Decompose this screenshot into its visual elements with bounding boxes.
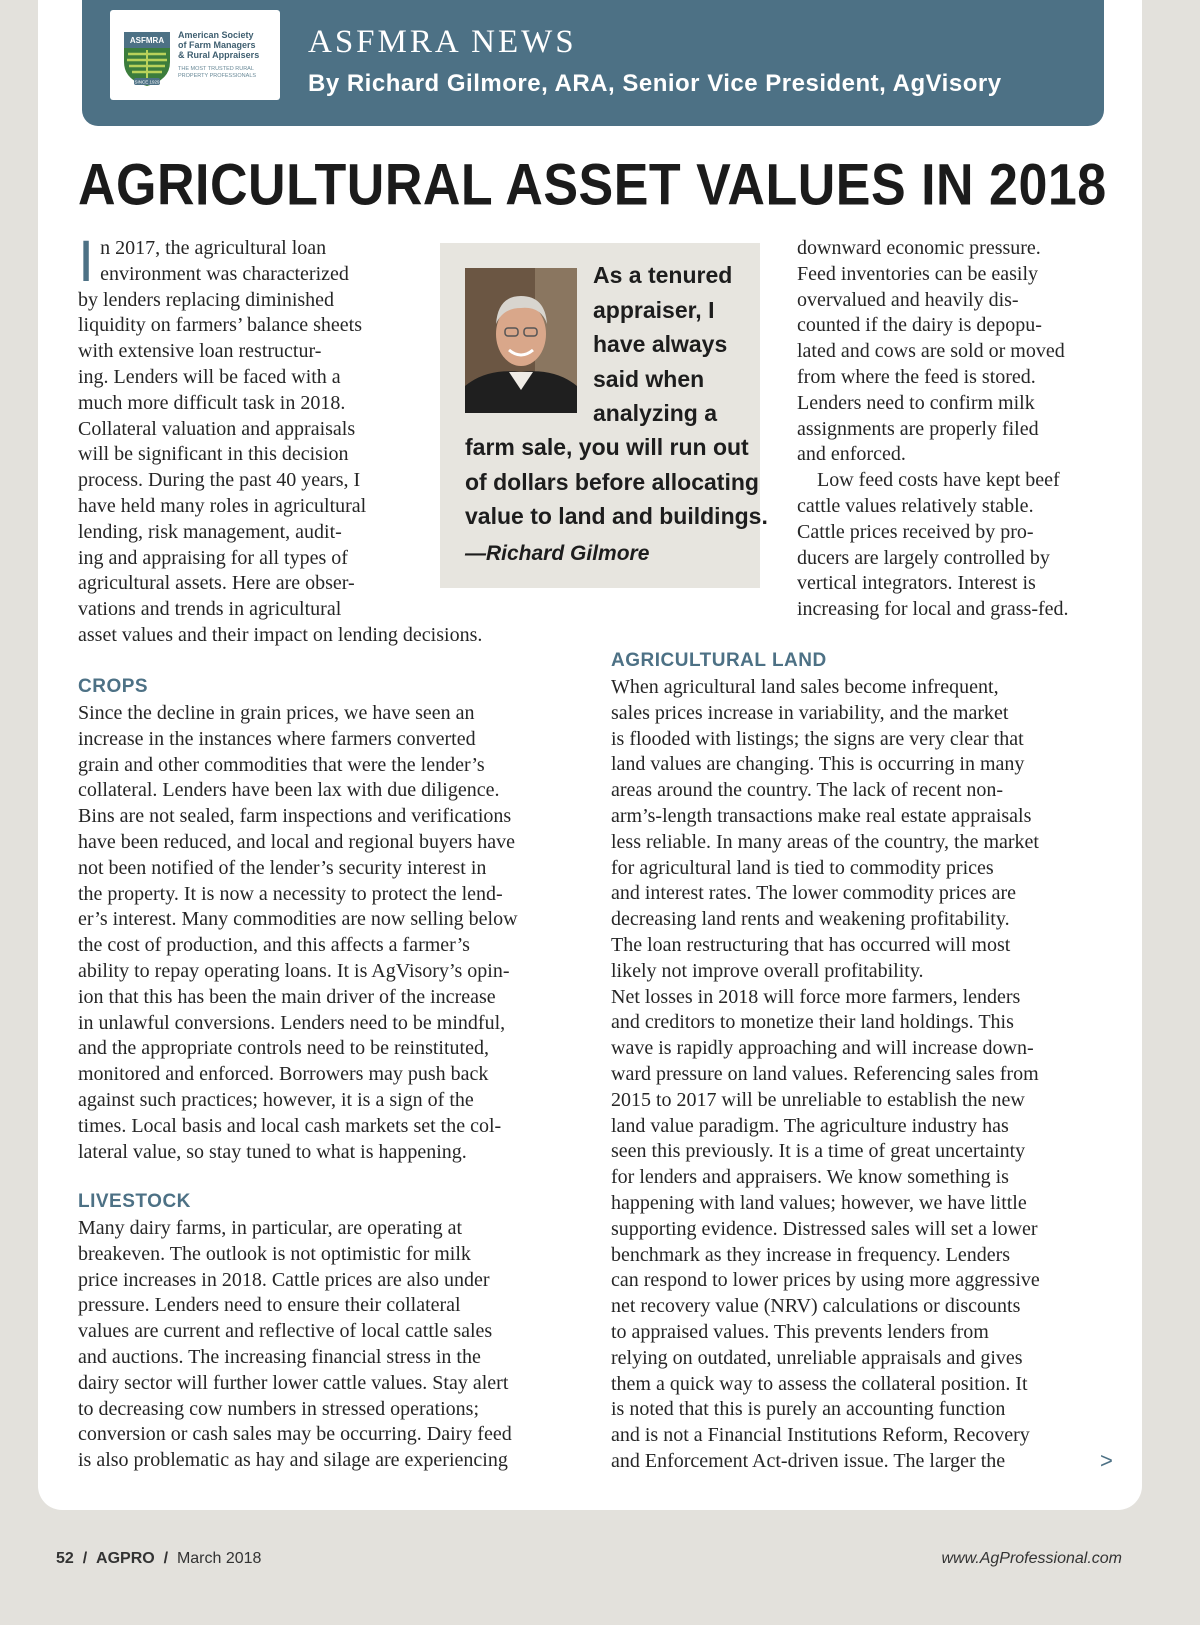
text-line: vertical integrators. Interest is: [797, 572, 1036, 595]
logo-tagline: [178, 66, 278, 80]
intro-line: asset values and their impact on lending decisions.: [78, 623, 483, 646]
text-line: downward economic pressure.: [797, 237, 1041, 259]
text-line: grain and other commodities that were the lender’s: [78, 753, 485, 776]
intro-line: n 2017, the agricultural loan: [100, 237, 327, 259]
quote-line: have always: [593, 331, 728, 357]
intro-line: vations and trends in agricultural: [78, 598, 342, 621]
intro-line: environment was characterized: [100, 262, 349, 285]
text-line: and enforced.: [797, 443, 906, 466]
text-line: Net losses in 2018 will force more farmers, lenders: [611, 985, 1021, 1008]
text-line: wave is rapidly approaching and will increase down-: [611, 1037, 1034, 1060]
text-line: collateral. Lenders have been lax with due diligence.: [78, 779, 500, 802]
text-line: benchmark as they increase in frequency. Lenders: [611, 1243, 1011, 1266]
portrait-image: [465, 268, 577, 413]
text-line: lated and cows are sold or moved: [797, 340, 1065, 363]
pull-quote-short: [593, 258, 732, 431]
text-line: Low feed costs have kept beef: [817, 469, 1060, 492]
text-line: When agricultural land sales become infrequent,: [611, 676, 999, 698]
quote-line: As a tenured: [593, 262, 733, 288]
page-number: 52: [56, 1550, 74, 1567]
text-line: areas around the country. The lack of recent non-: [611, 779, 1004, 802]
text-line: them a quick way to assess the collateral position. It: [611, 1372, 1028, 1395]
pull-quote-long: [465, 430, 768, 534]
text-line: have been reduced, and local and regional buyers have: [78, 830, 516, 853]
text-line: is also problematic as hay and silage are experiencing: [78, 1449, 508, 1472]
text-line: Since the decline in grain prices, we have seen an: [78, 702, 475, 724]
livestock-continued: [797, 236, 1117, 623]
logo-org-line: American Society: [178, 30, 254, 40]
quote-line: analyzing a: [593, 400, 717, 426]
crops-heading: CROPS: [78, 676, 149, 697]
text-line: land value paradigm. The agriculture industry has: [611, 1114, 1009, 1137]
intro-line: with extensive loan restructur-: [78, 340, 322, 363]
text-line: and auctions. The increasing financial stress in the: [78, 1345, 481, 1368]
intro-line: agricultural assets. Here are obser-: [78, 572, 355, 595]
quote-line: appraiser, I: [593, 296, 715, 323]
text-line: counted if the dairy is depopu-: [797, 314, 1042, 337]
text-line: to appraised values. This prevents lenders from: [611, 1320, 989, 1343]
text-line: overvalued and heavily dis-: [797, 288, 1019, 311]
banner-title: ASFMRA NEWS: [308, 24, 577, 60]
text-line: ducers are largely controlled by: [797, 546, 1050, 569]
author-portrait: [465, 268, 577, 413]
shield-logo-icon: [120, 26, 174, 88]
text-line: is noted that this is purely an accounting function: [611, 1398, 1006, 1421]
text-line: Feed inventories can be easily: [797, 262, 1039, 285]
text-line: in unlawful conversions. Lenders need to be mindful,: [78, 1011, 506, 1034]
text-line: 2015 to 2017 will be unreliable to establish the new: [611, 1088, 1025, 1111]
intro-line: have held many roles in agricultural: [78, 494, 367, 517]
intro-line: by lenders replacing diminished: [78, 288, 335, 311]
issue-date: March 2018: [176, 1550, 262, 1567]
text-line: pressure. Lenders need to ensure their collateral: [78, 1294, 461, 1317]
intro-line: will be significant in this decision: [78, 443, 349, 466]
text-line: from where the feed is stored.: [797, 365, 1036, 388]
text-line: land values are changing. This is occurring in many: [611, 753, 1025, 776]
intro-line: ing. Lenders will be faced with a: [78, 365, 341, 388]
banner-byline: By Richard Gilmore, ARA, Senior Vice President, AgVisory: [308, 70, 1002, 97]
quote-line: value to land and buildings.: [465, 503, 768, 529]
text-line: Lenders need to confirm milk: [797, 391, 1035, 414]
article-headline: AGRICULTURAL ASSET VALUES IN 2018: [78, 153, 1107, 219]
text-line: dairy sector will further lower cattle values. Stay alert: [78, 1371, 509, 1394]
text-line: for agricultural land is tied to commodity prices: [611, 856, 994, 879]
text-line: and Enforcement Act-driven issue. The larger the: [611, 1449, 1006, 1472]
logo-org-name: [178, 30, 278, 60]
text-line: supporting evidence. Distressed sales will set a lower: [611, 1217, 1038, 1240]
intro-line: process. During the past 40 years, I: [78, 469, 361, 492]
text-line: cattle values relatively stable.: [797, 494, 1034, 517]
text-line: relying on outdated, unreliable appraisals and gives: [611, 1346, 1023, 1369]
text-line: can respond to lower prices by using more aggressive: [611, 1269, 1040, 1292]
intro-line: Collateral valuation and appraisals: [78, 417, 356, 440]
agland-heading: AGRICULTURAL LAND: [611, 650, 827, 671]
text-line: less reliable. In many areas of the country, the market: [611, 830, 1039, 853]
agland-body: [611, 675, 1101, 1475]
text-line: er’s interest. Many commodities are now selling below: [78, 908, 518, 931]
text-line: times. Local basis and local cash markets set the col-: [78, 1114, 502, 1137]
text-line: is flooded with listings; the signs are very clear that: [611, 727, 1024, 750]
footer-folio: [56, 1550, 261, 1568]
text-line: decreasing land rents and weakening profitability.: [611, 908, 1010, 931]
text-line: monitored and enforced. Borrowers may push back: [78, 1063, 489, 1086]
text-line: ability to repay operating loans. It is AgVisory’s opin-: [78, 959, 510, 982]
quote-line: said when: [593, 365, 705, 392]
text-line: arm’s-length transactions make real estate appraisals: [611, 804, 1032, 827]
text-line: not been notified of the lender’s security interest in: [78, 856, 487, 879]
intro-line: liquidity on farmers’ balance sheets: [78, 314, 362, 337]
text-line: The loan restructuring that has occurred will most: [611, 933, 1011, 956]
text-line: conversion or cash sales may be occurring. Dairy feed: [78, 1423, 512, 1446]
livestock-heading: LIVESTOCK: [78, 1191, 191, 1212]
text-line: lateral value, so stay tuned to what is happening.: [78, 1140, 467, 1163]
text-line: increasing for local and grass-fed.: [797, 598, 1069, 621]
text-line: happening with land values; however, we have little: [611, 1191, 1027, 1214]
pull-quote-attribution: —Richard Gilmore: [465, 542, 650, 565]
text-line: for lenders and appraisers. We know something is: [611, 1166, 1009, 1189]
footer-separator: /: [82, 1550, 88, 1567]
text-line: to decreasing cow numbers in stressed operations;: [78, 1397, 480, 1420]
text-line: increase in the instances where farmers converted: [78, 727, 476, 750]
footer-website[interactable]: www.AgProfessional.com: [941, 1550, 1122, 1567]
asfmra-logo: [110, 10, 280, 100]
text-line: the cost of production, and this affects a farmer’s: [78, 934, 470, 957]
quote-line: of dollars before allocating: [465, 468, 759, 495]
text-line: price increases in 2018. Cattle prices are also under: [78, 1268, 490, 1291]
magazine-name: AGPRO: [96, 1550, 155, 1567]
text-line: sales prices increase in variability, and the market: [611, 701, 1009, 724]
logo-badge-text: ASFMRA: [129, 36, 165, 45]
intro-line: much more difficult task in 2018.: [78, 391, 346, 414]
livestock-body: [78, 1216, 588, 1474]
quote-line: farm sale, you will run out: [465, 434, 749, 460]
text-line: breakeven. The outlook is not optimistic for milk: [78, 1242, 471, 1265]
intro-line: lending, risk management, audit-: [78, 520, 342, 543]
crops-body: [78, 701, 588, 1165]
logo-since-text: SINCE 1929: [134, 79, 160, 85]
intro-line: ing and appraising for all types of: [78, 546, 348, 569]
text-line: and creditors to monetize their land holdings. This: [611, 1011, 1014, 1034]
text-line: likely not improve overall profitability.: [611, 959, 924, 982]
logo-tag-line: PROPERTY PROFESSIONALS: [178, 73, 257, 79]
text-line: ion that this has been the main driver of the increase: [78, 985, 496, 1008]
text-line: the property. It is now a necessity to protect the lend-: [78, 882, 503, 905]
text-line: Bins are not sealed, farm inspections and verifications: [78, 805, 512, 828]
text-line: net recovery value (NRV) calculations or discounts: [611, 1295, 1021, 1318]
text-line: Cattle prices received by pro-: [797, 520, 1034, 543]
text-line: ward pressure on land values. Referencing sales from: [611, 1062, 1039, 1085]
text-line: assignments are properly filed: [797, 417, 1039, 440]
text-line: and interest rates. The lower commodity prices are: [611, 882, 1017, 905]
logo-org-line: of Farm Managers: [178, 40, 256, 50]
footer-separator: /: [163, 1550, 169, 1567]
logo-tag-line: THE MOST TRUSTED RURAL: [178, 66, 254, 72]
text-line: values are current and reflective of local cattle sales: [78, 1320, 493, 1343]
drop-cap: I: [78, 229, 95, 294]
text-line: Many dairy farms, in particular, are operating at: [78, 1217, 463, 1239]
text-line: against such practices; however, it is a sign of the: [78, 1088, 474, 1111]
text-line: seen this previously. It is a time of great uncertainty: [611, 1140, 1026, 1163]
text-line: and is not a Financial Institutions Reform, Recovery: [611, 1424, 1030, 1447]
logo-org-line: & Rural Appraisers: [178, 50, 260, 60]
text-line: and the appropriate controls need to be reinstituted,: [78, 1037, 489, 1060]
continue-arrow-icon[interactable]: >: [1100, 1448, 1113, 1473]
